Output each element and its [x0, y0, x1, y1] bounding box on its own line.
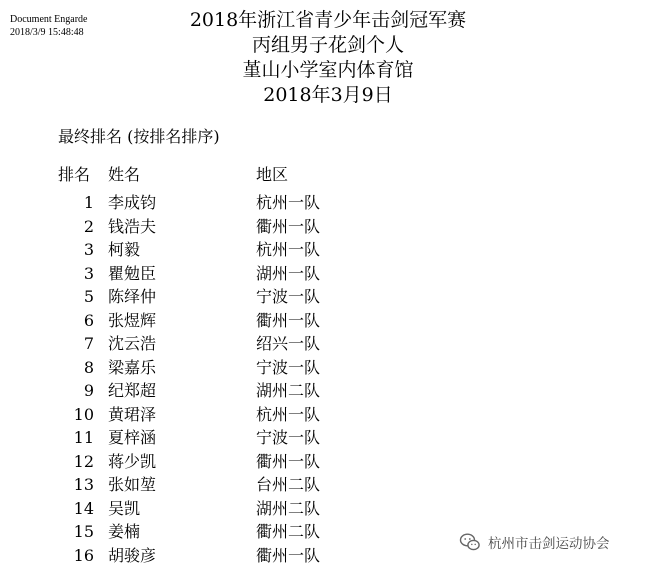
- table-row: [58, 497, 378, 521]
- table-row: [58, 356, 378, 380]
- name-cell: 夏梓涵: [108, 428, 157, 447]
- rank-cell: 6: [83, 310, 94, 330]
- table-row: [58, 332, 378, 356]
- name-cell: 李成钧: [108, 193, 157, 212]
- rank-cell: 16: [73, 545, 94, 565]
- name-cell: 纪郑超: [108, 381, 157, 400]
- name-cell: 陈绎仲: [108, 287, 157, 306]
- rank-cell: 15: [73, 522, 94, 541]
- region-cell: 台州二队: [256, 475, 321, 494]
- table-row: [58, 285, 378, 309]
- watermark: [458, 530, 610, 554]
- rank-cell: 12: [73, 451, 94, 471]
- column-header-region: 地区: [256, 165, 289, 184]
- table-header: [58, 165, 378, 185]
- region-cell: 湖州二队: [256, 381, 321, 400]
- name-cell: 瞿勉臣: [108, 263, 157, 283]
- wechat-icon: [458, 530, 482, 554]
- region-cell: 衢州一队: [256, 216, 321, 236]
- table-row: [58, 544, 378, 568]
- event-date: 2018年3月9日: [263, 84, 393, 106]
- column-header-rank: 排名: [58, 165, 91, 184]
- rank-cell: 1: [83, 193, 94, 212]
- name-cell: 张煜辉: [108, 310, 157, 330]
- section-title: 最终排名 (按排名排序): [58, 127, 220, 146]
- region-cell: 衢州一队: [256, 451, 321, 471]
- rank-cell: 8: [83, 357, 94, 377]
- rank-cell: 2: [83, 216, 94, 236]
- ranking-table: [58, 191, 378, 567]
- name-cell: 梁嘉乐: [108, 357, 157, 377]
- region-cell: 杭州一队: [256, 404, 321, 424]
- rank-cell: 14: [73, 498, 94, 518]
- region-cell: 湖州二队: [256, 498, 321, 518]
- event-name: 丙组男子花剑个人: [251, 34, 404, 56]
- rank-cell: 3: [83, 240, 94, 259]
- table-row: [58, 426, 378, 450]
- name-cell: 姜楠: [108, 522, 141, 541]
- competition-title: 2018年浙江省青少年击剑冠军赛: [189, 9, 467, 31]
- rank-cell: 7: [83, 334, 94, 353]
- name-cell: 胡骏彦: [108, 545, 157, 565]
- rank-cell: 13: [73, 475, 94, 494]
- table-row: [58, 379, 378, 403]
- region-cell: 宁波一队: [256, 287, 321, 306]
- table-row: [58, 238, 378, 262]
- table-row: [58, 191, 378, 215]
- rank-cell: 5: [83, 287, 94, 306]
- region-cell: 衢州二队: [256, 522, 321, 541]
- rank-cell: 9: [83, 381, 94, 400]
- region-cell: 衢州一队: [256, 545, 321, 565]
- rank-cell: 3: [83, 263, 94, 283]
- region-cell: 宁波一队: [256, 357, 321, 377]
- region-cell: 湖州一队: [256, 263, 321, 283]
- venue-name: 堇山小学室内体育馆: [242, 59, 414, 81]
- name-cell: 钱浩夫: [108, 216, 157, 236]
- table-row: [58, 520, 378, 544]
- table-row: [58, 215, 378, 239]
- name-cell: 柯毅: [108, 240, 141, 259]
- watermark-text: 杭州市击剑运动协会: [488, 536, 610, 552]
- region-cell: 宁波一队: [256, 428, 321, 447]
- table-row: [58, 262, 378, 286]
- region-cell: 绍兴一队: [256, 334, 321, 353]
- region-cell: 衢州一队: [256, 310, 321, 330]
- name-cell: 吴凯: [108, 498, 141, 518]
- table-row: [58, 403, 378, 427]
- table-row: [58, 309, 378, 333]
- name-cell: 黄珺泽: [108, 404, 157, 424]
- rank-cell: 11: [73, 428, 94, 447]
- document-header: [0, 8, 656, 108]
- name-cell: 蒋少凯: [108, 451, 157, 471]
- column-header-name: 姓名: [108, 165, 141, 184]
- region-cell: 杭州一队: [256, 240, 321, 259]
- rank-cell: 10: [73, 404, 94, 424]
- name-cell: 张如堃: [108, 475, 157, 494]
- table-row: [58, 450, 378, 474]
- name-cell: 沈云浩: [108, 334, 157, 353]
- table-row: [58, 473, 378, 497]
- print-timestamp: 2018/3/9 15:48:48: [10, 27, 84, 38]
- region-cell: 杭州一队: [256, 193, 321, 212]
- software-name: Document Engarde: [10, 14, 88, 25]
